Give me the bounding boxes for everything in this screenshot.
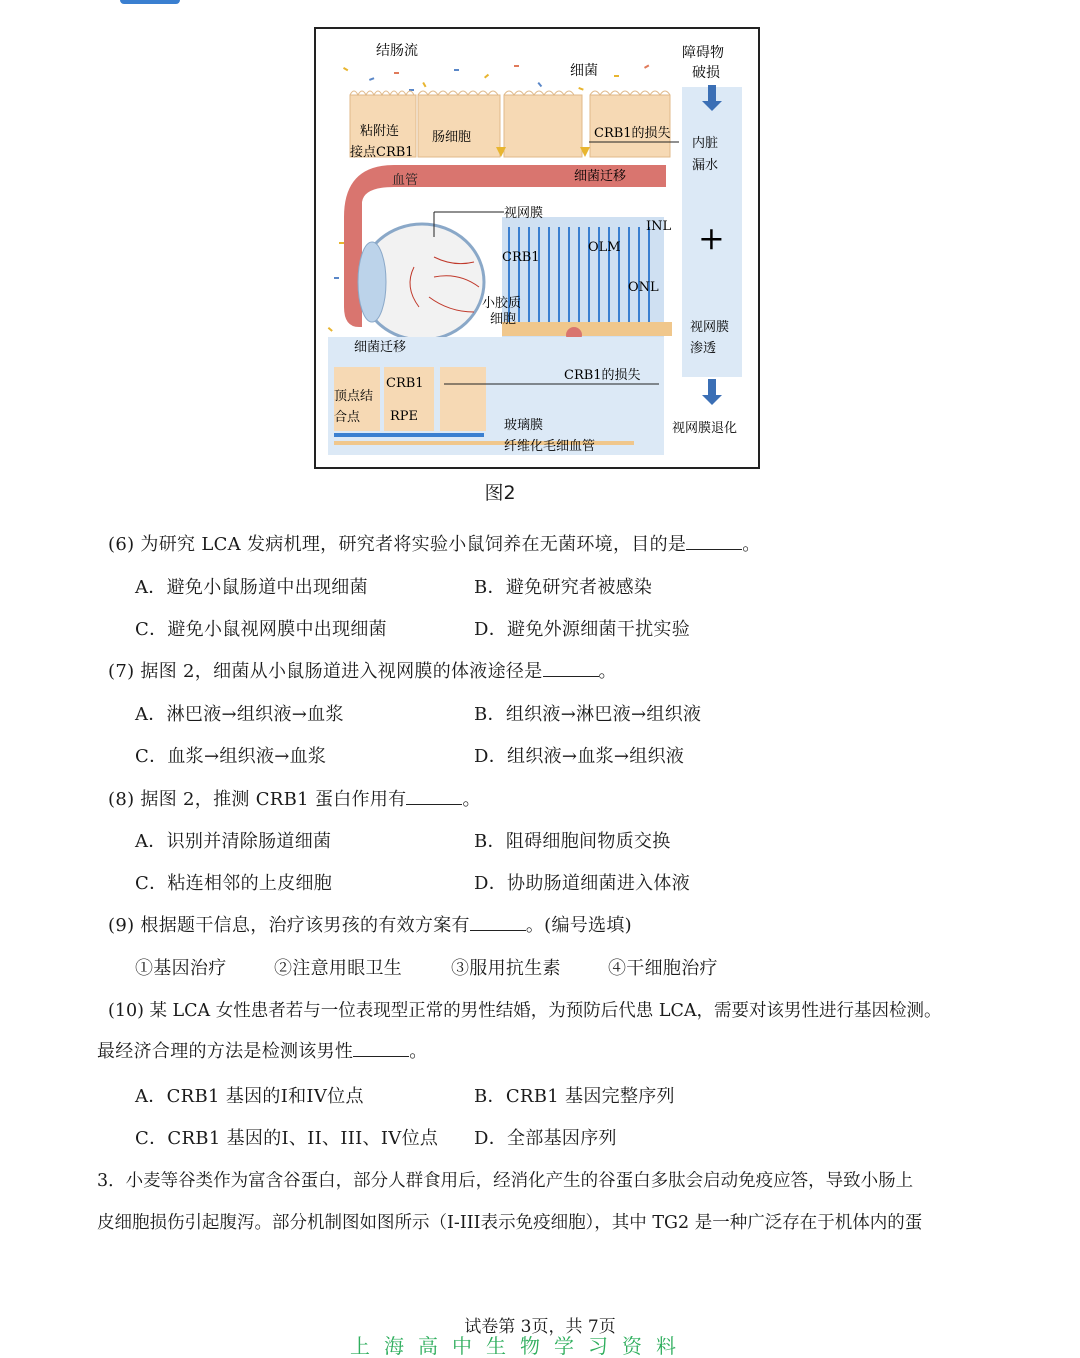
label-adhesion-1: 粘附连 xyxy=(360,124,400,139)
option-10b: B．CRB1 基因完整序列 xyxy=(474,1086,675,1107)
label-fibro-capillary: 纤维化毛细血管 xyxy=(504,439,596,454)
label-retina-perm-1: 视网膜 xyxy=(690,320,730,335)
label-barrier-damage-2: 破损 xyxy=(692,65,720,81)
question-7 xyxy=(108,657,617,683)
label-blood-vessel: 血管 xyxy=(392,173,419,188)
choice-4: ④干细胞治疗 xyxy=(608,958,718,979)
choice-3: ③服用抗生素 xyxy=(451,958,561,979)
question-7-text: (7) 据图 2，细菌从小鼠肠道进入视网膜的体液途径是 xyxy=(108,661,543,682)
footer-watermark-text: 上海高中生物学习资料 xyxy=(350,1334,690,1358)
label-retina-degeneration: 视网膜退化 xyxy=(672,421,738,436)
label-onl: ONL xyxy=(628,280,659,295)
label-visceral-1: 内脏 xyxy=(692,136,719,151)
label-barrier-damage-1: 障碍物 xyxy=(682,45,724,61)
answer-blank xyxy=(353,1042,409,1057)
option-8b: B．阻碍细胞间物质交换 xyxy=(474,831,671,852)
option-7c: C．血浆→组织液→血浆 xyxy=(135,746,327,767)
question-end: 。 xyxy=(598,661,617,682)
option-7b: B．组织液→淋巴液→组织液 xyxy=(474,704,702,725)
label-bacteria-migration-bottom: 细菌迁移 xyxy=(354,340,407,355)
option-10c: C．CRB1 基因的I、II、III、IV位点 xyxy=(135,1128,439,1149)
option-8a: A．识别并清除肠道细菌 xyxy=(135,831,332,852)
label-crb1-small: CRB1 xyxy=(386,376,424,391)
top-decoration xyxy=(120,0,180,4)
answer-blank xyxy=(406,790,462,805)
label-visceral-2: 漏水 xyxy=(692,158,719,173)
label-retina: 视网膜 xyxy=(504,206,544,221)
label-adhesion-2: 接点CRB1 xyxy=(350,145,414,160)
question-end: 。 xyxy=(462,789,481,810)
label-inl: INL xyxy=(646,219,672,234)
label-microglia-1: 小胶质 xyxy=(482,296,522,311)
label-bacteria-migration-top: 细菌迁移 xyxy=(574,169,627,184)
option-10d: D．全部基因序列 xyxy=(474,1128,617,1149)
label-crb1: CRB1 xyxy=(502,250,540,265)
figure-2-diagram xyxy=(314,27,760,469)
label-bruch: 玻璃膜 xyxy=(504,418,544,433)
question-8 xyxy=(108,785,481,811)
answer-blank xyxy=(543,662,599,677)
label-apical-2: 合点 xyxy=(334,410,361,425)
option-7a: A．淋巴液→组织液→血浆 xyxy=(135,704,344,725)
eye-illustration xyxy=(358,224,484,340)
question-3-line1: 3．小麦等谷类作为富含谷蛋白，部分人群食用后，经消化产生的谷蛋白多肽会启动免疫应答，导致小肠上 xyxy=(97,1171,914,1191)
question-10-line2 xyxy=(97,1037,428,1063)
label-retina-perm-2: 渗透 xyxy=(690,341,717,356)
option-8d: D．协助肠道细菌进入体液 xyxy=(474,873,691,894)
option-7d: D．组织液→血浆→组织液 xyxy=(474,746,685,767)
option-6a: A．避免小鼠肠道中出现细菌 xyxy=(135,577,368,598)
question-10: (10) 某 LCA 女性患者若与一位表现型正常的男性结婚，为预防后代患 LCA，需要对该男性进行基因检测。 xyxy=(108,1001,942,1021)
page-number: 试卷第 3页，共 7页 xyxy=(464,1317,616,1337)
label-enterocyte: 肠细胞 xyxy=(432,130,472,145)
question-8-text: (8) 据图 2，推测 CRB1 蛋白作用有 xyxy=(108,789,407,810)
question-10-text2: 最经济合理的方法是检测该男性 xyxy=(97,1041,354,1062)
label-bacteria: 细菌 xyxy=(570,63,598,79)
footer-watermark xyxy=(350,1334,730,1358)
answer-blank xyxy=(470,916,526,931)
option-6d: D．避免外源细菌干扰实验 xyxy=(474,619,691,640)
option-8c: C．粘连相邻的上皮细胞 xyxy=(135,873,333,894)
question-9 xyxy=(108,911,632,937)
question-end: 。 xyxy=(742,534,761,555)
label-crb1-loss-bottom: CRB1的损失 xyxy=(564,368,641,383)
label-colon-flow: 结肠流 xyxy=(376,43,418,59)
choice-2: ②注意用眼卫生 xyxy=(274,958,403,979)
option-6b: B．避免研究者被感染 xyxy=(474,577,653,598)
label-plus: + xyxy=(698,219,725,257)
label-apical-1: 顶点结 xyxy=(334,389,374,404)
figure-caption: 图2 xyxy=(484,482,516,504)
question-6 xyxy=(108,530,761,556)
answer-blank xyxy=(686,535,742,550)
option-10a: A．CRB1 基因的I和IV位点 xyxy=(135,1086,364,1107)
choice-1: ①基因治疗 xyxy=(135,958,227,979)
question-9-text: (9) 根据题干信息，治疗该男孩的有效方案有 xyxy=(108,915,470,936)
label-microglia-2: 细胞 xyxy=(490,312,517,327)
option-6c: C．避免小鼠视网膜中出现细菌 xyxy=(135,619,387,640)
label-olm: OLM xyxy=(588,240,621,255)
question-end: 。(编号选填) xyxy=(525,915,632,936)
question-end: 。 xyxy=(409,1041,428,1062)
label-crb1-loss-top: CRB1的损失 xyxy=(594,126,671,141)
label-rpe: RPE xyxy=(390,409,419,424)
question-3-line2: 皮细胞损伤引起腹泻。部分机制图如图所示（I-III表示免疫细胞），其中 TG2 是一种广泛存在于机体内的蛋 xyxy=(97,1213,923,1233)
question-6-text: (6) 为研究 LCA 发病机理，研究者将实验小鼠饲养在无菌环境，目的是 xyxy=(108,534,687,555)
